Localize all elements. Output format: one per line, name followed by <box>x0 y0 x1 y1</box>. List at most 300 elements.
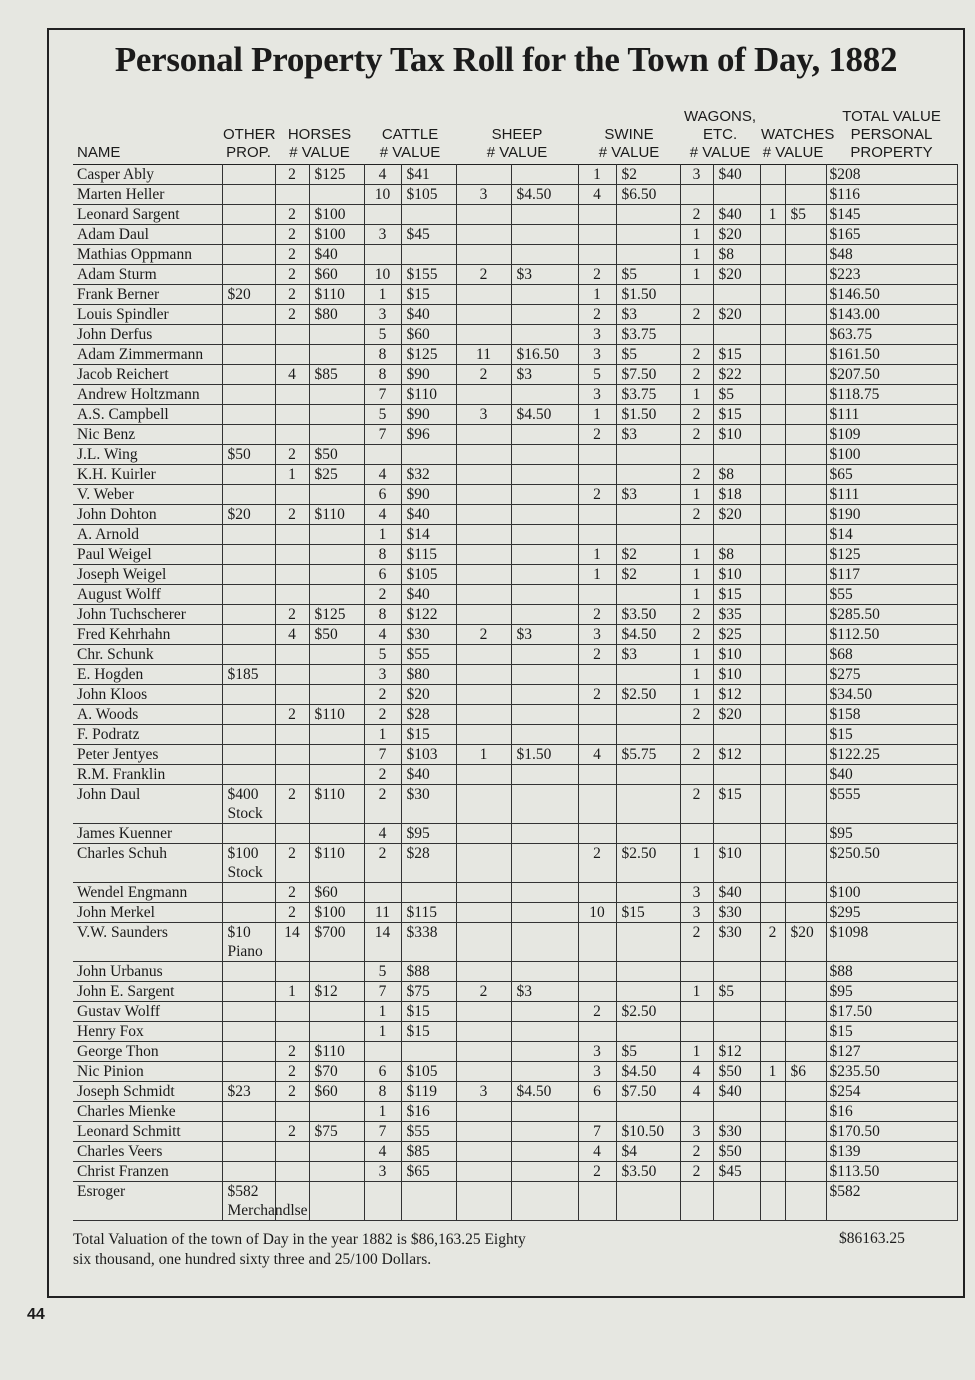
cell-total-value: $95 <box>826 824 957 844</box>
header-total: TOTAL VALUE PERSONAL PROPERTY <box>842 108 941 161</box>
cell-cattle-count: 1 <box>364 1102 401 1122</box>
cell-watches-value <box>785 265 826 285</box>
cell-wagons-value <box>713 525 760 545</box>
cell-horses-count: 2 <box>275 785 309 824</box>
cell-horses-count: 2 <box>275 883 309 903</box>
cell-total-value: $55 <box>826 585 957 605</box>
cell-name: Christ Franzen <box>73 1162 222 1182</box>
cell-watches-count <box>760 405 785 425</box>
cell-other-prop <box>222 585 275 605</box>
header-horses: HORSES # VALUE <box>287 126 352 161</box>
cell-name: F. Podratz <box>73 725 222 745</box>
cell-horses-value <box>309 725 364 745</box>
cell-cattle-value: $80 <box>401 665 456 685</box>
cell-horses-count: 2 <box>275 1082 309 1102</box>
cell-horses-value: $12 <box>309 982 364 1002</box>
cell-watches-value <box>785 485 826 505</box>
cell-watches-count <box>760 1142 785 1162</box>
cell-sheep-value <box>511 245 578 265</box>
cell-other-prop <box>222 1142 275 1162</box>
cell-watches-value: $6 <box>785 1062 826 1082</box>
cell-other-prop: $20 <box>222 505 275 525</box>
cell-watches-count <box>760 365 785 385</box>
cell-swine-value <box>616 725 680 745</box>
cell-cattle-value: $55 <box>401 1122 456 1142</box>
cell-watches-value <box>785 765 826 785</box>
cell-name: George Thon <box>73 1042 222 1062</box>
cell-other-prop <box>222 962 275 982</box>
cell-sheep-value <box>511 903 578 923</box>
cell-swine-value: $4 <box>616 1142 680 1162</box>
cell-horses-value <box>309 585 364 605</box>
cell-horses-count: 2 <box>275 1042 309 1062</box>
cell-watches-value <box>785 844 826 883</box>
cell-watches-count: 2 <box>760 923 785 962</box>
cell-horses-count: 2 <box>275 605 309 625</box>
cell-cattle-count: 10 <box>364 185 401 205</box>
cell-swine-value: $7.50 <box>616 365 680 385</box>
cell-watches-value <box>785 225 826 245</box>
cell-swine-count <box>578 785 616 824</box>
cell-swine-count: 4 <box>578 745 616 765</box>
cell-total-value: $15 <box>826 725 957 745</box>
cell-swine-count: 1 <box>578 165 616 185</box>
cell-total-value: $285.50 <box>826 605 957 625</box>
cell-name: V.W. Saunders <box>73 923 222 962</box>
cell-total-value: $116 <box>826 185 957 205</box>
cell-horses-count <box>275 665 309 685</box>
cell-wagons-count <box>680 962 713 982</box>
cell-sheep-count <box>456 1022 511 1042</box>
cell-cattle-count <box>364 445 401 465</box>
cell-wagons-value: $10 <box>713 565 760 585</box>
cell-watches-value <box>785 305 826 325</box>
cell-sheep-value <box>511 685 578 705</box>
cell-horses-value: $70 <box>309 1062 364 1082</box>
cell-wagons-value <box>713 765 760 785</box>
cell-sheep-count <box>456 485 511 505</box>
cell-horses-value <box>309 485 364 505</box>
cell-cattle-value: $105 <box>401 1062 456 1082</box>
cell-sheep-value <box>511 765 578 785</box>
cell-wagons-value: $8 <box>713 245 760 265</box>
cell-sheep-count <box>456 565 511 585</box>
cell-sheep-count <box>456 385 511 405</box>
cell-sheep-value <box>511 1182 578 1221</box>
cell-watches-count <box>760 785 785 824</box>
cell-swine-value <box>616 465 680 485</box>
cell-watches-value <box>785 565 826 585</box>
cell-wagons-value: $20 <box>713 265 760 285</box>
header-swine: SWINE # VALUE <box>598 126 660 161</box>
cell-watches-value <box>785 405 826 425</box>
cell-cattle-count: 8 <box>364 605 401 625</box>
cell-wagons-count: 2 <box>680 205 713 225</box>
cell-swine-count: 2 <box>578 1002 616 1022</box>
cell-wagons-count: 2 <box>680 405 713 425</box>
cell-wagons-count: 2 <box>680 625 713 645</box>
cell-swine-count <box>578 1102 616 1122</box>
cell-horses-value: $110 <box>309 505 364 525</box>
cell-cattle-value: $30 <box>401 625 456 645</box>
cell-swine-count <box>578 982 616 1002</box>
cell-horses-count <box>275 345 309 365</box>
cell-watches-value <box>785 665 826 685</box>
cell-sheep-count <box>456 445 511 465</box>
cell-wagons-count: 3 <box>680 903 713 923</box>
cell-sheep-value <box>511 1002 578 1022</box>
cell-watches-value <box>785 525 826 545</box>
cell-cattle-count <box>364 1042 401 1062</box>
cell-wagons-value: $30 <box>713 1122 760 1142</box>
table-row <box>73 625 957 645</box>
cell-name: Nic Pinion <box>73 1062 222 1082</box>
cell-wagons-value: $12 <box>713 685 760 705</box>
cell-sheep-value <box>511 962 578 982</box>
cell-watches-count <box>760 665 785 685</box>
cell-cattle-count: 8 <box>364 1082 401 1102</box>
table-row <box>73 1042 957 1062</box>
cell-watches-value: $20 <box>785 923 826 962</box>
cell-total-value: $161.50 <box>826 345 957 365</box>
cell-other-prop <box>222 245 275 265</box>
header-wagons: WAGONS, ETC. # VALUE <box>684 108 756 161</box>
cell-sheep-value <box>511 325 578 345</box>
cell-line: $10 <box>227 924 251 941</box>
cell-sheep-count <box>456 325 511 345</box>
cell-horses-value: $110 <box>309 705 364 725</box>
cell-cattle-count: 2 <box>364 785 401 824</box>
cell-sheep-count <box>456 844 511 883</box>
cell-horses-count: 2 <box>275 245 309 265</box>
cell-wagons-value: $18 <box>713 485 760 505</box>
cell-total-value: $139 <box>826 1142 957 1162</box>
cell-cattle-count: 8 <box>364 365 401 385</box>
cell-wagons-value: $35 <box>713 605 760 625</box>
cell-sheep-count <box>456 245 511 265</box>
cell-wagons-value: $20 <box>713 305 760 325</box>
cell-wagons-value: $10 <box>713 425 760 445</box>
cell-cattle-value: $90 <box>401 485 456 505</box>
cell-horses-value <box>309 962 364 982</box>
cell-sheep-value <box>511 725 578 745</box>
cell-swine-count: 10 <box>578 903 616 923</box>
cell-watches-value <box>785 1002 826 1022</box>
cell-total-value: $170.50 <box>826 1122 957 1142</box>
cell-swine-value: $3.50 <box>616 605 680 625</box>
cell-other-prop <box>222 465 275 485</box>
cell-total-value: $48 <box>826 245 957 265</box>
cell-name: Mathias Oppmann <box>73 245 222 265</box>
table-row <box>73 305 957 325</box>
cell-total-value: $190 <box>826 505 957 525</box>
cell-cattle-count <box>364 1182 401 1221</box>
cell-watches-value <box>785 1022 826 1042</box>
cell-sheep-value <box>511 645 578 665</box>
cell-swine-value: $6.50 <box>616 185 680 205</box>
cell-sheep-value: $16.50 <box>511 345 578 365</box>
cell-cattle-value: $95 <box>401 824 456 844</box>
cell-cattle-value: $105 <box>401 185 456 205</box>
cell-horses-value: $75 <box>309 1122 364 1142</box>
table-row <box>73 1102 957 1122</box>
cell-swine-value: $3 <box>616 645 680 665</box>
cell-watches-count <box>760 725 785 745</box>
cell-swine-count: 3 <box>578 1042 616 1062</box>
cell-name: Charles Schuh <box>73 844 222 883</box>
cell-cattle-value: $85 <box>401 1142 456 1162</box>
cell-horses-count: 2 <box>275 1122 309 1142</box>
cell-horses-value <box>309 1022 364 1042</box>
cell-horses-value: $700 <box>309 923 364 962</box>
cell-total-value: $125 <box>826 545 957 565</box>
table-row <box>73 844 957 883</box>
cell-wagons-value: $30 <box>713 923 760 962</box>
cell-other-prop <box>222 225 275 245</box>
cell-sheep-count <box>456 1002 511 1022</box>
cell-watches-value <box>785 685 826 705</box>
cell-line: Merchandlse <box>227 1202 308 1219</box>
cell-name: Leonard Schmitt <box>73 1122 222 1142</box>
cell-swine-count: 1 <box>578 565 616 585</box>
cell-swine-value: $1.50 <box>616 285 680 305</box>
cell-sheep-value <box>511 1102 578 1122</box>
cell-wagons-value <box>713 285 760 305</box>
cell-wagons-count <box>680 445 713 465</box>
cell-wagons-count: 1 <box>680 385 713 405</box>
cell-other-prop <box>222 425 275 445</box>
cell-total-value: $68 <box>826 645 957 665</box>
cell-swine-value <box>616 883 680 903</box>
cell-cattle-value: $90 <box>401 365 456 385</box>
cell-horses-count <box>275 185 309 205</box>
cell-other-prop <box>222 265 275 285</box>
cell-name: Marten Heller <box>73 185 222 205</box>
cell-sheep-value: $4.50 <box>511 405 578 425</box>
cell-watches-value <box>785 1042 826 1062</box>
cell-horses-count: 4 <box>275 365 309 385</box>
cell-wagons-value: $20 <box>713 505 760 525</box>
cell-swine-count: 1 <box>578 285 616 305</box>
cell-cattle-count <box>364 883 401 903</box>
cell-cattle-value: $40 <box>401 505 456 525</box>
table-row <box>73 225 957 245</box>
cell-cattle-value: $40 <box>401 585 456 605</box>
cell-sheep-value <box>511 225 578 245</box>
cell-cattle-value: $28 <box>401 844 456 883</box>
cell-total-value: $127 <box>826 1042 957 1062</box>
cell-watches-value <box>785 625 826 645</box>
cell-sheep-count <box>456 645 511 665</box>
cell-sheep-count <box>456 285 511 305</box>
cell-swine-count: 2 <box>578 844 616 883</box>
cell-sheep-value <box>511 505 578 525</box>
cell-sheep-count <box>456 1122 511 1142</box>
cell-watches-count <box>760 1042 785 1062</box>
cell-sheep-count <box>456 785 511 824</box>
cell-horses-value: $60 <box>309 1082 364 1102</box>
table-row <box>73 605 957 625</box>
cell-watches-value <box>785 1182 826 1221</box>
cell-name: J.L. Wing <box>73 445 222 465</box>
cell-sheep-value <box>511 1142 578 1162</box>
cell-watches-count <box>760 883 785 903</box>
cell-horses-count: 2 <box>275 505 309 525</box>
cell-swine-value: $2.50 <box>616 1002 680 1022</box>
cell-sheep-value: $3 <box>511 625 578 645</box>
cell-sheep-count <box>456 1162 511 1182</box>
cell-horses-value: $80 <box>309 305 364 325</box>
cell-wagons-count: 2 <box>680 1142 713 1162</box>
cell-total-value: $275 <box>826 665 957 685</box>
cell-cattle-count: 7 <box>364 385 401 405</box>
cell-sheep-value <box>511 465 578 485</box>
cell-horses-count <box>275 685 309 705</box>
cell-wagons-count: 3 <box>680 883 713 903</box>
cell-swine-count: 3 <box>578 1062 616 1082</box>
cell-name: John Tuchscherer <box>73 605 222 625</box>
cell-name: Charles Veers <box>73 1142 222 1162</box>
cell-name: Gustav Wolff <box>73 1002 222 1022</box>
cell-cattle-value: $30 <box>401 785 456 824</box>
cell-wagons-count: 1 <box>680 245 713 265</box>
cell-cattle-count: 11 <box>364 903 401 923</box>
cell-cattle-count: 8 <box>364 345 401 365</box>
cell-name: Joseph Weigel <box>73 565 222 585</box>
cell-sheep-count <box>456 1142 511 1162</box>
cell-total-value: $14 <box>826 525 957 545</box>
cell-cattle-count: 2 <box>364 685 401 705</box>
cell-wagons-value: $22 <box>713 365 760 385</box>
cell-wagons-value <box>713 962 760 982</box>
table-row <box>73 365 957 385</box>
cell-name: Fred Kehrhahn <box>73 625 222 645</box>
cell-swine-count: 2 <box>578 605 616 625</box>
cell-other-prop <box>222 785 275 824</box>
table-row <box>73 1182 957 1221</box>
cell-cattle-value: $65 <box>401 1162 456 1182</box>
cell-name: James Kuenner <box>73 824 222 844</box>
table-row <box>73 405 957 425</box>
cell-wagons-value: $15 <box>713 585 760 605</box>
cell-cattle-count: 7 <box>364 982 401 1002</box>
cell-sheep-count <box>456 903 511 923</box>
cell-cattle-count: 2 <box>364 705 401 725</box>
cell-swine-value: $3.75 <box>616 385 680 405</box>
cell-swine-count <box>578 205 616 225</box>
cell-swine-value <box>616 923 680 962</box>
cell-sheep-value <box>511 844 578 883</box>
cell-watches-value <box>785 645 826 665</box>
cell-swine-count: 6 <box>578 1082 616 1102</box>
cell-sheep-value <box>511 1162 578 1182</box>
table-row <box>73 285 957 305</box>
cell-watches-value <box>785 785 826 824</box>
cell-swine-value <box>616 665 680 685</box>
cell-name: John Derfus <box>73 325 222 345</box>
cell-sheep-value <box>511 205 578 225</box>
cell-watches-value <box>785 505 826 525</box>
cell-cattle-count: 8 <box>364 545 401 565</box>
cell-swine-count: 3 <box>578 345 616 365</box>
cell-cattle-value: $125 <box>401 345 456 365</box>
cell-cattle-count: 4 <box>364 465 401 485</box>
cell-sheep-count: 3 <box>456 405 511 425</box>
cell-swine-count: 4 <box>578 185 616 205</box>
cell-swine-value: $4.50 <box>616 1062 680 1082</box>
total-valuation-text: Total Valuation of the town of Day in the year 1882 is $86,163.25 Eighty six thousand, one hundred sixty three and 25/100 Dollars. <box>73 1231 526 1268</box>
cell-swine-count <box>578 505 616 525</box>
cell-total-value: $17.50 <box>826 1002 957 1022</box>
cell-horses-count <box>275 545 309 565</box>
cell-sheep-value: $4.50 <box>511 1082 578 1102</box>
cell-watches-value <box>785 245 826 265</box>
cell-name: John Merkel <box>73 903 222 923</box>
cell-horses-value: $50 <box>309 625 364 645</box>
cell-wagons-count: 1 <box>680 844 713 883</box>
cell-cattle-value: $75 <box>401 982 456 1002</box>
cell-watches-count <box>760 982 785 1002</box>
cell-wagons-count <box>680 1002 713 1022</box>
cell-watches-count <box>760 645 785 665</box>
cell-watches-count <box>760 903 785 923</box>
cell-line: $400 <box>227 786 259 803</box>
cell-horses-value <box>309 565 364 585</box>
cell-swine-count: 3 <box>578 325 616 345</box>
table-body <box>73 165 957 1221</box>
cell-cattle-value: $40 <box>401 305 456 325</box>
cell-total-value: $295 <box>826 903 957 923</box>
cell-swine-count: 7 <box>578 1122 616 1142</box>
cell-wagons-value <box>713 1022 760 1042</box>
cell-line: $100 <box>227 845 259 862</box>
cell-horses-count <box>275 725 309 745</box>
cell-wagons-count: 2 <box>680 745 713 765</box>
cell-other-prop: $185 <box>222 665 275 685</box>
cell-cattle-value <box>401 445 456 465</box>
cell-wagons-count: 1 <box>680 225 713 245</box>
cell-sheep-value: $4.50 <box>511 185 578 205</box>
cell-cattle-count: 6 <box>364 565 401 585</box>
cell-horses-value <box>309 1102 364 1122</box>
cell-watches-count <box>760 962 785 982</box>
cell-horses-value <box>309 1162 364 1182</box>
cell-horses-count: 1 <box>275 465 309 485</box>
cell-watches-count <box>760 245 785 265</box>
cell-cattle-value <box>401 883 456 903</box>
cell-other-prop <box>222 645 275 665</box>
cell-swine-count <box>578 225 616 245</box>
cell-other-prop <box>222 1182 308 1221</box>
cell-watches-count <box>760 705 785 725</box>
cell-horses-count: 2 <box>275 903 309 923</box>
cell-line: Stock <box>227 805 263 822</box>
cell-wagons-count: 4 <box>680 1062 713 1082</box>
cell-cattle-count: 4 <box>364 625 401 645</box>
cell-sheep-count <box>456 465 511 485</box>
cell-horses-count <box>275 425 309 445</box>
cell-cattle-value: $103 <box>401 745 456 765</box>
cell-name: Paul Weigel <box>73 545 222 565</box>
cell-horses-value: $40 <box>309 245 364 265</box>
cell-cattle-count: 1 <box>364 525 401 545</box>
table-row <box>73 962 957 982</box>
cell-sheep-count <box>456 605 511 625</box>
cell-watches-value <box>785 465 826 485</box>
cell-wagons-count: 2 <box>680 1162 713 1182</box>
cell-other-prop <box>222 844 275 883</box>
cell-horses-value <box>309 765 364 785</box>
